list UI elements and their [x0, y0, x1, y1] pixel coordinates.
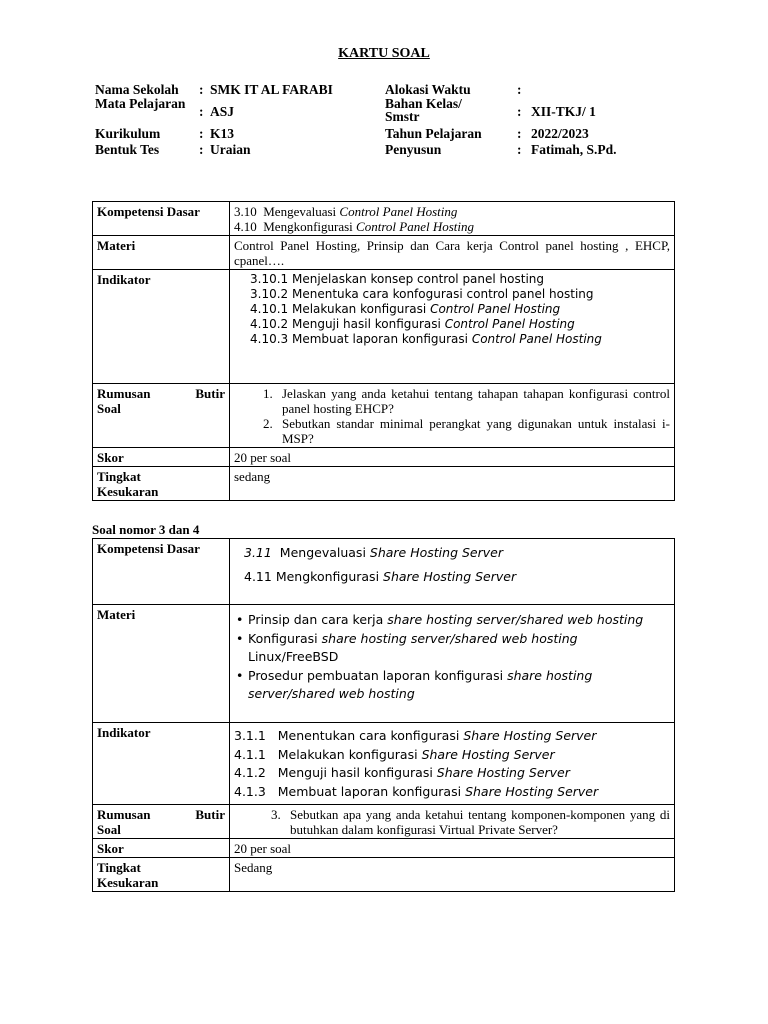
header-label: Penyusun	[385, 142, 442, 157]
header-colon: :	[199, 82, 204, 97]
header-value: XII-TKJ/ 1	[531, 104, 596, 119]
soal-item: 1. Jelaskan yang anda ketahui tentang tahapan tahapan konfigurasi control panel hosting EHCP?	[276, 386, 670, 416]
indikator-item: 4.10.3 Membuat laporan konfigurasi Control Panel Hosting	[250, 332, 602, 346]
row-rumusan-butir-soal	[93, 805, 675, 839]
label-indikator: Indikator	[93, 723, 230, 805]
indikator-item: 4.10.1 Melakukan konfigurasi Control Panel Hosting	[250, 302, 561, 316]
label-rumusan-butir-soal: Rumusan Butir Soal	[93, 384, 230, 448]
header-colon: :	[199, 142, 204, 157]
row-kompetensi-dasar	[93, 539, 675, 605]
row-materi	[93, 605, 675, 723]
header-value: ASJ	[210, 104, 235, 119]
row-skor	[93, 839, 675, 858]
header-label: Kurikulum	[95, 126, 161, 141]
indikator-cell	[230, 270, 675, 384]
label-materi: Materi	[93, 605, 230, 723]
header-label: Bentuk Tes	[95, 142, 160, 157]
header-label: Nama Sekolah	[95, 82, 179, 97]
row-kompetensi-dasar	[93, 202, 675, 236]
label-skor: Skor	[93, 839, 230, 858]
kd-cell	[230, 202, 675, 236]
tingkat-value: Sedang	[230, 858, 675, 892]
header-value: Uraian	[210, 142, 251, 157]
kd-item: 3.11 Mengevaluasi Share Hosting Server	[244, 545, 503, 560]
materi-item: • Prinsip dan cara kerja share hosting server/shared web hosting	[236, 612, 644, 627]
header-colon: :	[517, 104, 522, 119]
indikator-item: 4.1.2 Menguji hasil konfigurasi Share Hosting Server	[234, 765, 570, 780]
soal-cell	[230, 384, 675, 448]
header-colon: :	[517, 82, 522, 97]
label-indikator: Indikator	[93, 270, 230, 384]
question-card-table-1	[92, 201, 675, 501]
row-rumusan-butir-soal	[93, 384, 675, 448]
label-tingkat-kesukaran: Tingkat Kesukaran	[93, 467, 230, 501]
kd-item: 4.11 Mengkonfigurasi Share Hosting Server	[244, 569, 517, 584]
label-skor: Skor	[93, 448, 230, 467]
materi-list	[234, 611, 670, 704]
soal-item: 2. Sebutkan standar minimal perangkat yang digunakan untuk instalasi i-MSP?	[276, 416, 670, 446]
indikator-item: 4.1.1 Melakukan konfigurasi Share Hosting Server	[234, 746, 555, 762]
materi-cell	[230, 605, 675, 723]
materi-item: • Prosedur pembuatan laporan konfigurasi share hosting server/shared web hosting	[236, 667, 593, 701]
row-tingkat-kesukaran	[93, 858, 675, 892]
skor-value: 20 per soal	[230, 839, 675, 858]
page-title: KARTU SOAL	[338, 46, 430, 61]
row-tingkat-kesukaran	[93, 467, 675, 501]
row-indikator	[93, 270, 675, 384]
kd-item: 4.10 Mengkonfigurasi Control Panel Hosting	[234, 219, 475, 234]
skor-value: 20 per soal	[230, 448, 675, 467]
header-label: Alokasi Waktu	[385, 82, 471, 97]
header-value: SMK IT AL FARABI	[210, 82, 333, 97]
soal-cell	[230, 805, 675, 839]
header-colon: :	[517, 126, 522, 141]
kd-cell	[230, 539, 675, 605]
indikator-cell	[230, 723, 675, 805]
indikator-item: 3.10.2 Menentuka cara konfogurasi control panel hosting	[250, 287, 594, 301]
row-indikator	[93, 723, 675, 805]
row-materi	[93, 236, 675, 270]
header-value: 2022/2023	[531, 126, 589, 141]
question-card-table-2	[92, 538, 675, 892]
soal-list	[234, 386, 670, 446]
row-skor	[93, 448, 675, 467]
materi-item: • Konfigurasi share hosting server/shared web hosting Linux/FreeBSD	[236, 630, 578, 664]
header-value: Fatimah, S.Pd.	[531, 142, 617, 157]
soal-list	[234, 807, 670, 837]
label-materi: Materi	[93, 236, 230, 270]
header-label: Bahan Kelas/ Smstr	[385, 96, 462, 124]
header-label: Tahun Pelajaran	[385, 126, 482, 141]
label-tingkat-kesukaran: Tingkat Kesukaran	[93, 858, 230, 892]
header-colon: :	[199, 126, 204, 141]
header-value: K13	[210, 126, 235, 141]
indikator-item: 3.1.1 Menentukan cara konfigurasi Share Hosting Server	[234, 728, 597, 743]
label-rumusan-butir-soal: Rumusan Butir Soal	[93, 805, 230, 839]
tingkat-value: sedang	[230, 467, 675, 501]
header-colon: :	[517, 142, 522, 157]
label-kompetensi-dasar: Kompetensi Dasar	[93, 539, 230, 605]
kd-item: 3.10 Mengevaluasi Control Panel Hosting	[234, 204, 458, 219]
indikator-item: 4.10.2 Menguji hasil konfigurasi Control Panel Hosting	[250, 317, 575, 331]
header-colon: :	[199, 104, 204, 119]
soal-item: 3. Sebutkan apa yang anda ketahui tentang komponen-komponen yang di butuhkan dalam konfigurasi Virtual Private Server?	[284, 807, 670, 837]
materi-text: Control Panel Hosting, Prinsip dan Cara kerja Control panel hosting , EHCP, cpanel….	[230, 236, 675, 270]
indikator-item: 4.1.3 Membuat laporan konfigurasi Share Hosting Server	[234, 783, 599, 799]
section-label: Soal nomor 3 dan 4	[92, 522, 200, 537]
label-kompetensi-dasar: Kompetensi Dasar	[93, 202, 230, 236]
indikator-item: 3.10.1 Menjelaskan konsep control panel hosting	[250, 272, 545, 286]
header-label: Mata Pelajaran	[95, 96, 186, 111]
